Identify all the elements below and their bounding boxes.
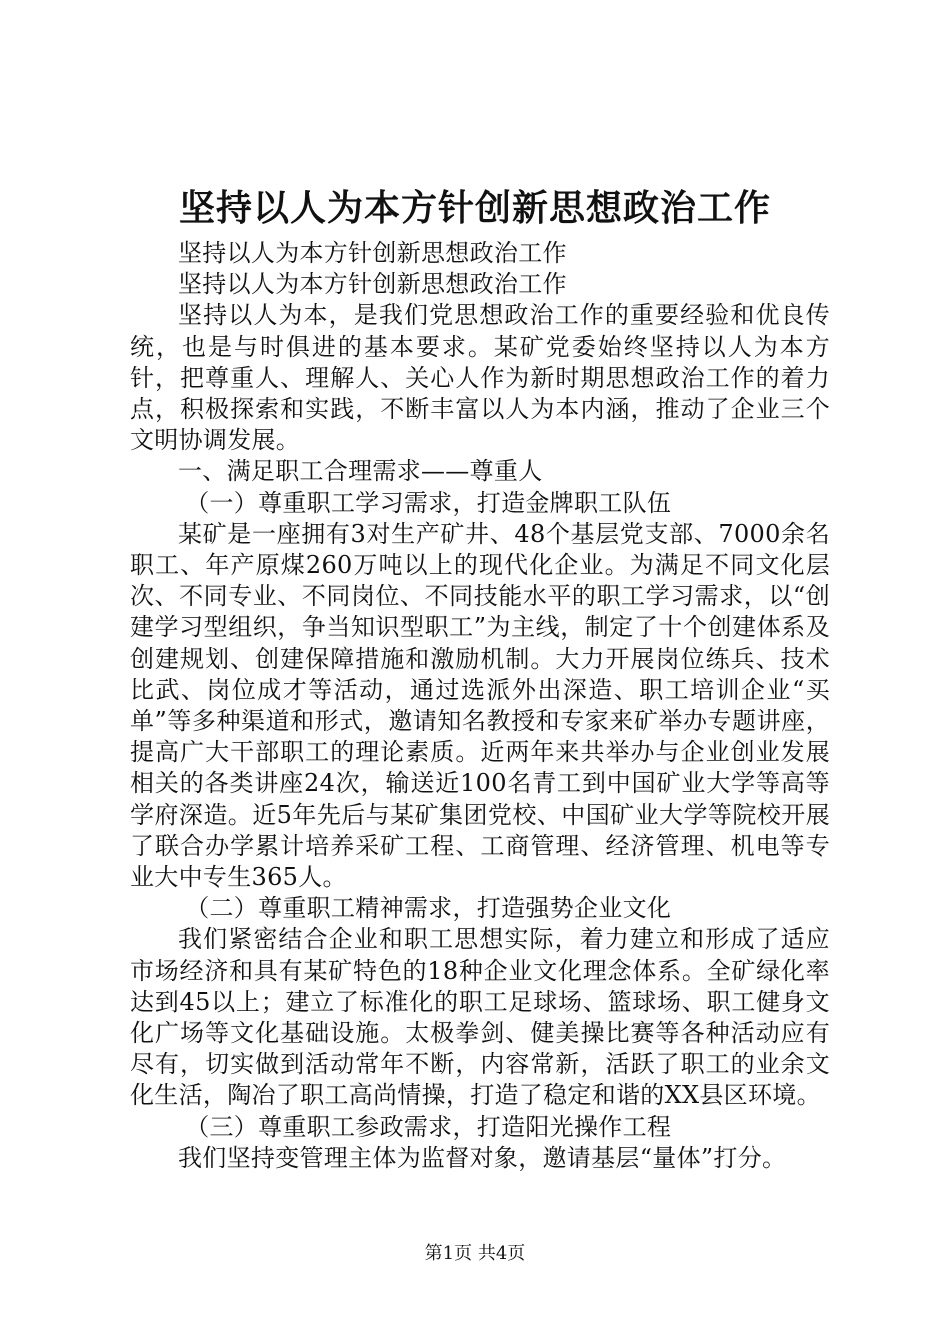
body-paragraph: 我们坚持变管理主体为监督对象，邀请基层“量体”打分。 xyxy=(178,1143,787,1172)
body-paragraph: 我们紧密结合企业和职工思想实际，着力建立和形成了适应市场经济和具有某矿特色的18种企业文化理念体系。全矿绿化率达到45以上；建立了标准化的职工足球场、篮球场、职工健身文化广场等文化基础设施。太极拳剑、健美操比赛等各种活动应有尽有，切实做到活动常年不断，内容常新，活跃了职工的业余文化生活，陶冶了职工高尚情操，打造了稳定和谐的XX县区环境。 xyxy=(130,925,830,1110)
document-body xyxy=(130,238,830,1174)
subtitle-line: 坚持以人为本方针创新思想政治工作 xyxy=(178,239,567,267)
section-heading: 一、满足职工合理需求——尊重人 xyxy=(178,457,543,486)
subtitle-line: 坚持以人为本方针创新思想政治工作 xyxy=(178,270,567,299)
body-paragraph: 某矿是一座拥有3对生产矿井、48个基层党支部、7000余名职工、年产原煤260万吨以上的现代化企业。为满足不同文化层次、不同专业、不同岗位、不同技能水平的职工学习需求，以“创建学习型组织，争当知识型职工”为主线，制定了十个创建体系及创建规划、创建保障措施和激励机制。大力开展岗位练兵、技术比武、岗位成才等活动，通过选派外出深造、职工培训企业“买单”等多种渠道和形式，邀请知名教授和专家来矿举办专题讲座，提高广大干部职工的理论素质。近两年来共举办与企业创业发展相关的各类讲座24次，输送近100名青工到中国矿业大学等高等学府深造。近5年先后与某矿集团党校、中国矿业大学等院校开展了联合办学累计培养采矿工程、工商管理、经济管理、机电等专业大中专生365人。 xyxy=(130,519,830,892)
body-paragraph: 坚持以人为本，是我们党思想政治工作的重要经验和优良传统，也是与时俱进的基本要求。某矿党委始终坚持以人为本方针，把尊重人、理解人、关心人作为新时期思想政治工作的着力点，积极探索和实践，不断丰富以人为本内涵，推动了企业三个文明协调发展。 xyxy=(130,301,830,455)
subsection-heading: （二）尊重职工精神需求，打造强势企业文化 xyxy=(185,894,672,923)
page-number-footer: 第1页 共4页 xyxy=(424,1243,526,1264)
subsection-heading: （三）尊重职工参政需求，打造阳光操作工程 xyxy=(185,1112,672,1141)
subsection-heading: （一）尊重职工学习需求，打造金牌职工队伍 xyxy=(185,488,672,517)
document-title: 坚持以人为本方针创新思想政治工作 xyxy=(178,187,771,229)
